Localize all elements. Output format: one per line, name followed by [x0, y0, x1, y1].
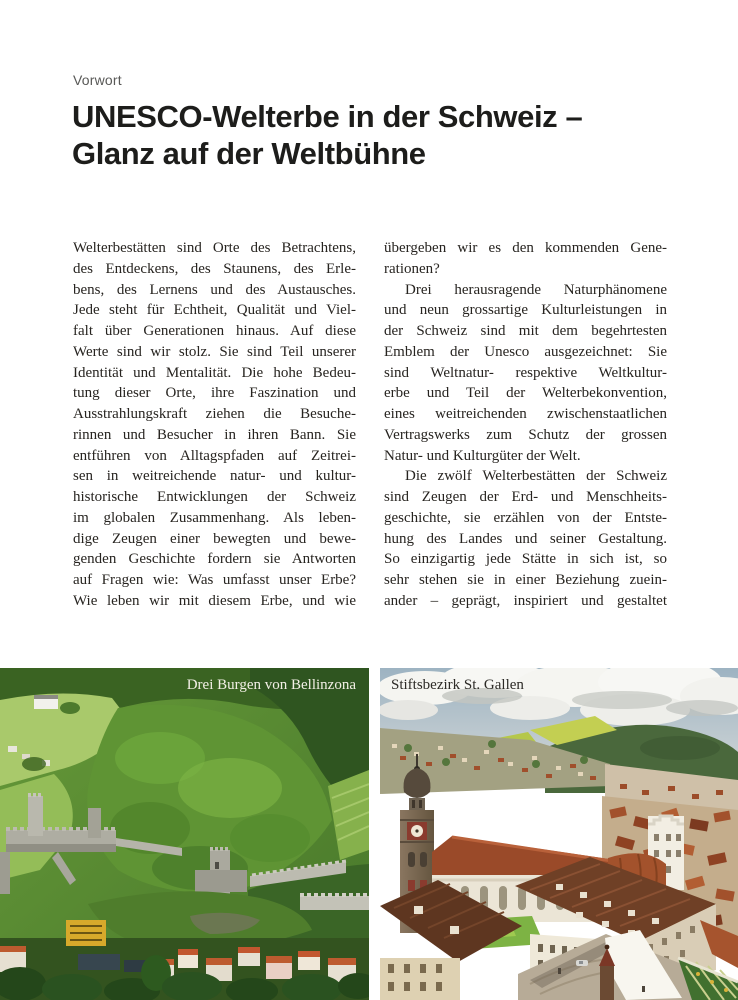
text-line: geschichte, sie erzählen von der Entste- [384, 509, 667, 526]
text-line: sen in weitreichende natur- und kultur- [73, 468, 356, 485]
text-line: Emblem der Unesco ausgezeichnet: Sie [384, 343, 667, 360]
text-line: eines weitreichenden zwischenstaatlichen [384, 406, 667, 422]
text-line: erbe und Teil der Welterbekonvention, [384, 385, 667, 402]
st-gallen-photo-illustration [380, 668, 738, 1000]
text-line: Natur- und Kulturgüter der Welt. [384, 447, 581, 464]
text-line: sehr stehen sie in einer Beziehung zuein- [384, 572, 667, 588]
text-line: hung des Landes und seiner Gestaltung. [384, 530, 667, 547]
text-column-left [73, 238, 356, 612]
caption-bellinzona: Drei Burgen von Bellinzona [186, 677, 356, 693]
text-line: Vertragswerks zum Schutz der grossen [384, 426, 667, 443]
text-line: Die zwölf Welterbestätten der Schweiz [405, 468, 667, 485]
text-line: genden Geschichte fordern sie Antworten [73, 551, 356, 568]
text-line: bens, des Lernens und des Austausches. [73, 281, 356, 298]
text-line: rinnen und Besucher in ihren Bann. Sie [73, 426, 356, 443]
page-title [72, 99, 582, 172]
page-title-line-1: UNESCO-Welterbe in der Schweiz – [72, 99, 583, 134]
text-line: im globalen Zusammenhang. Als leben- [73, 509, 356, 526]
text-line: falt über Generationen hinaus. Auf diese [73, 323, 356, 339]
text-line: übergeben wir es den kommenden Gene- [384, 240, 667, 256]
photo-st-gallen [380, 668, 738, 1000]
photo-bellinzona [0, 668, 369, 1000]
text-line: Jede steht für Echtheit, Qualität und Viel- [73, 302, 356, 319]
text-line: ander – geprägt, inspiriert und gestaltet [384, 592, 667, 609]
text-line: Identität und Mentalität. Die hohe Bedeu- [73, 364, 356, 381]
caption-st-gallen: Stiftsbezirk St. Gallen [391, 677, 524, 693]
text-line: des Entdeckens, des Staunens, des Erle- [73, 260, 356, 277]
text-line: tung dieser Orte, ihre Faszination und [73, 385, 356, 402]
text-line: historische Entwicklungen der Schweiz [73, 489, 356, 505]
text-line: rationen? [384, 260, 440, 277]
text-line: sind Weltnatur- respektive Weltkultur- [384, 364, 667, 381]
text-line: der Schweiz sind mit dem begehrtesten [384, 323, 667, 339]
text-line: Drei herausragende Naturphänomene [405, 281, 667, 298]
text-line: Ausstrahlungskraft ziehen die Besuche- [73, 406, 356, 422]
text-line: auf Fragen wie: Was umfasst unser Erbe? [73, 572, 356, 588]
text-line: So einzigartig jede Stätte in sich ist, so [384, 551, 667, 568]
text-line: Werte sind wir stolz. Sie sind Teil unserer [73, 343, 356, 360]
text-line: sind Zeugen der Erd- und Menschheits- [384, 489, 667, 505]
text-column-right [384, 238, 667, 612]
text-line: und neun grossartige Kulturleistungen in [384, 302, 667, 319]
text-line: entführen von Alltagspfaden auf Zeitrei- [73, 447, 356, 464]
bellinzona-photo-illustration [0, 668, 369, 1000]
text-line: dige Zeugen einer bewegten und bewe- [73, 530, 356, 547]
text-line: Wie leben wir mit diesem Erbe, und wie [73, 592, 356, 609]
section-kicker: Vorwort [73, 72, 122, 88]
text-line: Welterbestätten sind Orte des Betrachtens, [73, 240, 356, 256]
page-title-line-2: Glanz auf der Weltbühne [72, 135, 426, 171]
